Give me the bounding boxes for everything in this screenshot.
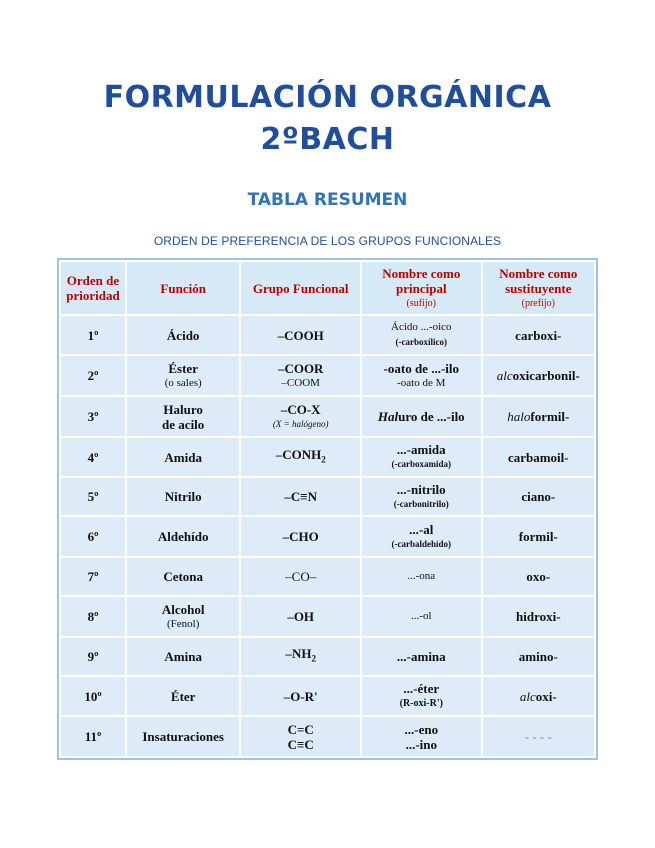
cell-funcion: Ácido: [126, 315, 240, 355]
cell-sufijo: [361, 516, 482, 557]
cell-prefijo: hidroxi-: [482, 596, 595, 637]
cell-prefijo: - - - -: [482, 716, 595, 757]
section-subtitle: TABLA RESUMEN: [247, 190, 408, 210]
cell-grupo-main: C=C: [287, 721, 314, 737]
cell-prefijo: [482, 676, 595, 716]
header-nombre-principal: [361, 261, 482, 315]
cell-prefijo-main: oxi-: [535, 688, 557, 704]
cell-grupo-sub: (X = halógeno): [272, 418, 329, 429]
cell-sufijo-main: Ácido ...-oico: [391, 321, 452, 333]
cell-funcion-sub: (Fenol): [166, 617, 200, 630]
cell-sufijo: ...-amina: [361, 637, 482, 676]
header-nombre-sustituyente-label: Nombre como sustituyente: [499, 265, 578, 296]
cell-funcion: Éter: [126, 676, 240, 716]
cell-sufijo-main: ...-éter: [403, 681, 440, 696]
cell-prefijo: [482, 355, 595, 396]
cell-funcion-main: Éster: [168, 360, 198, 376]
cell-sufijo-main: ...-nitrilo: [396, 481, 446, 497]
functional-groups-table: [59, 260, 596, 758]
cell-grupo-subscript: 2: [311, 653, 316, 664]
cell-funcion: [126, 596, 240, 637]
cell-prefijo: ciano-: [482, 477, 595, 516]
cell-funcion: [126, 396, 240, 437]
cell-prefijo: oxo-: [482, 557, 595, 596]
cell-grupo: [240, 437, 361, 477]
cell-prefijo-italic: alc: [519, 688, 536, 704]
cell-funcion: Amida: [126, 437, 240, 477]
table-row: [60, 596, 595, 637]
cell-sufijo-sub: ...-ino: [405, 736, 437, 752]
cell-grupo: –COOH: [240, 315, 361, 355]
cell-grupo-main: –CONH: [275, 446, 322, 462]
cell-grupo-sub: –COOM: [281, 376, 320, 389]
cell-orden: 5º: [60, 477, 126, 516]
cell-sufijo: [361, 437, 482, 477]
header-nombre-sustituyente-sub: (prefijo): [521, 297, 555, 309]
cell-prefijo: amino-: [482, 637, 595, 676]
cell-funcion-main: Alcohol: [161, 601, 205, 617]
cell-grupo-subscript: 2: [321, 454, 326, 465]
cell-orden: 7º: [60, 557, 126, 596]
cell-sufijo: [361, 676, 482, 716]
cell-sufijo-sub: (-carboxílico): [395, 337, 448, 347]
table-row: [60, 637, 595, 676]
cell-prefijo: carbamoil-: [482, 437, 595, 477]
cell-grupo: –CO–: [240, 557, 361, 596]
cell-grupo-main: –NH: [285, 646, 312, 662]
cell-prefijo-italic: alc: [496, 368, 513, 383]
table-row: [60, 315, 595, 355]
cell-grupo: –C≡N: [240, 477, 361, 516]
cell-funcion: [126, 355, 240, 396]
table-row: [60, 676, 595, 716]
cell-grupo: –OH: [240, 596, 361, 637]
cell-sufijo-main: ...-eno: [404, 721, 439, 737]
cell-sufijo-main: ...-amida: [396, 442, 446, 457]
cell-funcion: Aldehído: [126, 516, 240, 557]
cell-funcion: Nitrilo: [126, 477, 240, 516]
cell-sufijo: [361, 477, 482, 516]
cell-sufijo: [361, 315, 482, 355]
cell-grupo: [240, 396, 361, 437]
cell-funcion: Insaturaciones: [126, 716, 240, 757]
cell-grupo-main: –COOR: [277, 360, 324, 376]
page-title: FORMULACIÓN ORGÁNICA: [103, 80, 552, 115]
cell-sufijo-sub: (-carboxamida): [391, 459, 452, 469]
cell-funcion-sub: de acilo: [162, 416, 205, 432]
cell-funcion: Cetona: [126, 557, 240, 596]
cell-orden: 1º: [60, 315, 126, 355]
cell-sufijo-main: ...-al: [409, 521, 434, 537]
header-grupo: Grupo Funcional: [240, 261, 361, 315]
cell-sufijo-sub: (R-oxi-R'): [399, 698, 443, 709]
table-row: [60, 516, 595, 557]
header-nombre-principal-label: Nombre como principal: [382, 265, 461, 296]
cell-orden: 8º: [60, 596, 126, 637]
cell-prefijo: carboxi-: [482, 315, 595, 355]
header-nombre-sustituyente: [482, 261, 595, 315]
cell-grupo: [240, 716, 361, 757]
header-funcion: Función: [126, 261, 240, 315]
header-orden: Orden de prioridad: [60, 261, 126, 315]
cell-sufijo-main: uro de ...-ilo: [398, 409, 465, 424]
cell-prefijo-italic: halo: [507, 409, 531, 424]
table-row: [60, 355, 595, 396]
cell-sufijo-italic: Hal: [377, 409, 399, 424]
table-row: [60, 557, 595, 596]
cell-orden: 3º: [60, 396, 126, 437]
cell-sufijo-sub: (-carbonitrilo): [393, 498, 449, 509]
cell-prefijo: formil-: [482, 516, 595, 557]
cell-orden: 4º: [60, 437, 126, 477]
cell-sufijo: [361, 355, 482, 396]
cell-sufijo: [361, 396, 482, 437]
cell-funcion: Amina: [126, 637, 240, 676]
header-nombre-principal-sub: (sufijo): [406, 297, 436, 309]
table-row: [60, 437, 595, 477]
cell-grupo-main: –CO-X: [280, 401, 321, 417]
cell-prefijo-main: formil-: [530, 409, 570, 424]
cell-funcion-sub: (o sales): [164, 376, 202, 389]
table-row: [60, 716, 595, 757]
cell-sufijo-sub: -oato de M: [397, 376, 446, 389]
cell-sufijo: ...-ol: [361, 596, 482, 637]
cell-sufijo: ...-ona: [361, 557, 482, 596]
cell-funcion-main: Haluro: [163, 401, 203, 417]
cell-grupo: [240, 637, 361, 676]
cell-grupo-sub: C≡C: [287, 736, 314, 752]
cell-prefijo: [482, 396, 595, 437]
table-row: [60, 477, 595, 516]
cell-sufijo-main: -oato de ...-ilo: [383, 360, 460, 376]
cell-grupo: –CHO: [240, 516, 361, 557]
cell-orden: 6º: [60, 516, 126, 557]
cell-orden: 11º: [60, 716, 126, 757]
cell-grupo: [240, 355, 361, 396]
cell-orden: 9º: [60, 637, 126, 676]
cell-grupo: –O-R': [240, 676, 361, 716]
cell-orden: 10º: [60, 676, 126, 716]
page-title-line2: 2ºBACH: [260, 122, 395, 157]
cell-sufijo: [361, 716, 482, 757]
cell-orden: 2º: [60, 355, 126, 396]
cell-sufijo-sub: (-carbaldehído): [391, 538, 452, 549]
cell-prefijo-main: oxicarbonil-: [512, 368, 580, 383]
table-row: [60, 396, 595, 437]
table-caption: ORDEN DE PREFERENCIA DE LOS GRUPOS FUNCIONALES: [153, 234, 502, 248]
